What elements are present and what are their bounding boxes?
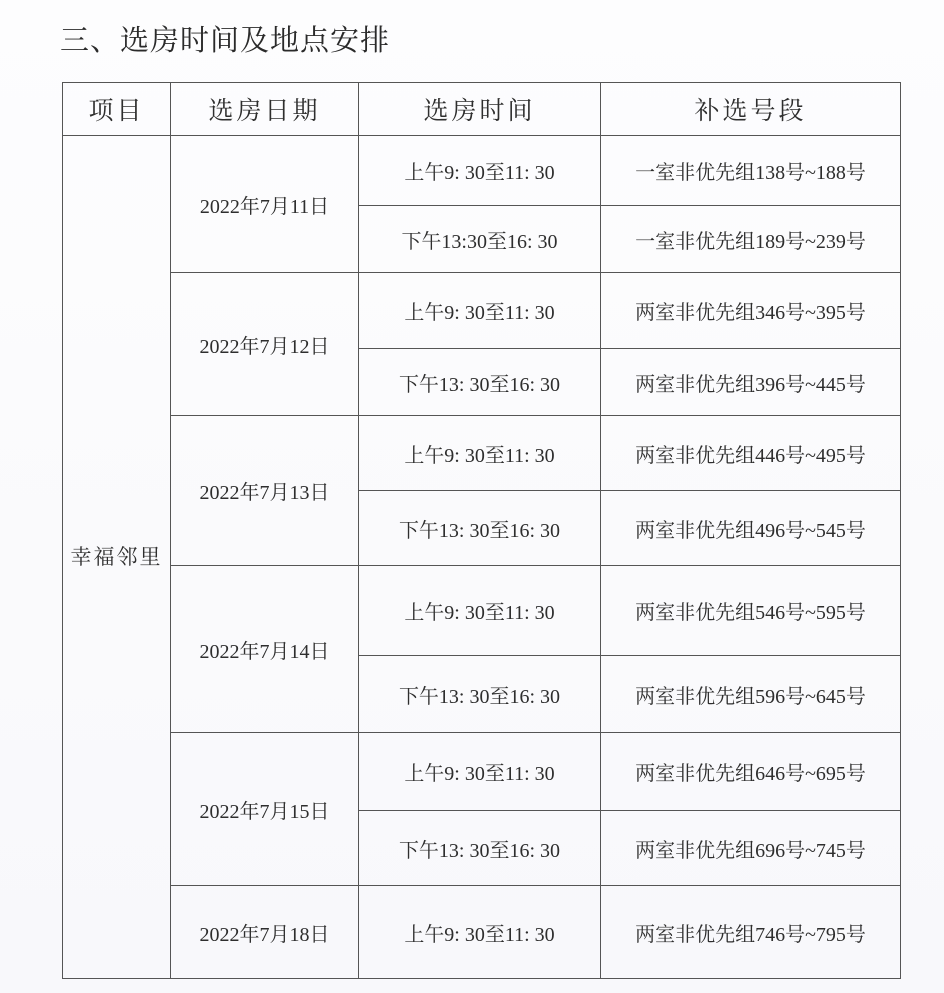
- date-cell: 2022年7月14日: [171, 566, 359, 733]
- date-cell: 2022年7月13日: [171, 416, 359, 566]
- date-cell: 2022年7月11日: [171, 136, 359, 273]
- number-range-cell: 两室非优先组696号~745号: [601, 811, 901, 886]
- date-cell: 2022年7月12日: [171, 273, 359, 416]
- table-row: [63, 273, 901, 349]
- header-row: [63, 83, 901, 136]
- schedule-body: [63, 136, 901, 979]
- time-cell: 上午9: 30至11: 30: [359, 136, 601, 206]
- number-range-cell: 一室非优先组189号~239号: [601, 206, 901, 273]
- date-cell: 2022年7月18日: [171, 886, 359, 979]
- time-cell: 下午13: 30至16: 30: [359, 811, 601, 886]
- number-range-cell: 两室非优先组396号~445号: [601, 349, 901, 416]
- time-cell: 上午9: 30至11: 30: [359, 566, 601, 656]
- number-range-cell: 一室非优先组138号~188号: [601, 136, 901, 206]
- header-project: 项目: [63, 83, 171, 136]
- table-row: [63, 886, 901, 979]
- table-row: [63, 416, 901, 491]
- project-cell: 幸福邻里: [63, 136, 171, 979]
- time-cell: 下午13: 30至16: 30: [359, 349, 601, 416]
- time-cell: 上午9: 30至11: 30: [359, 273, 601, 349]
- time-cell: 上午9: 30至11: 30: [359, 416, 601, 491]
- time-cell: 上午9: 30至11: 30: [359, 733, 601, 811]
- table-row: [63, 566, 901, 656]
- number-range-cell: 两室非优先组346号~395号: [601, 273, 901, 349]
- number-range-cell: 两室非优先组596号~645号: [601, 656, 901, 733]
- number-range-cell: 两室非优先组446号~495号: [601, 416, 901, 491]
- section-title: 三、选房时间及地点安排: [60, 23, 391, 57]
- time-cell: 下午13: 30至16: 30: [359, 491, 601, 566]
- header-date: 选房日期: [171, 83, 359, 136]
- number-range-cell: 两室非优先组746号~795号: [601, 886, 901, 979]
- time-cell: 上午9: 30至11: 30: [359, 886, 601, 979]
- header-time: 选房时间: [359, 83, 601, 136]
- header-number-range: 补选号段: [601, 83, 901, 136]
- time-cell: 下午13: 30至16: 30: [359, 656, 601, 733]
- date-cell: 2022年7月15日: [171, 733, 359, 886]
- number-range-cell: 两室非优先组546号~595号: [601, 566, 901, 656]
- table-row: [63, 136, 901, 206]
- time-cell: 下午13:30至16: 30: [359, 206, 601, 273]
- selection-schedule-table: [62, 82, 901, 979]
- number-range-cell: 两室非优先组496号~545号: [601, 491, 901, 566]
- number-range-cell: 两室非优先组646号~695号: [601, 733, 901, 811]
- table-row: [63, 733, 901, 811]
